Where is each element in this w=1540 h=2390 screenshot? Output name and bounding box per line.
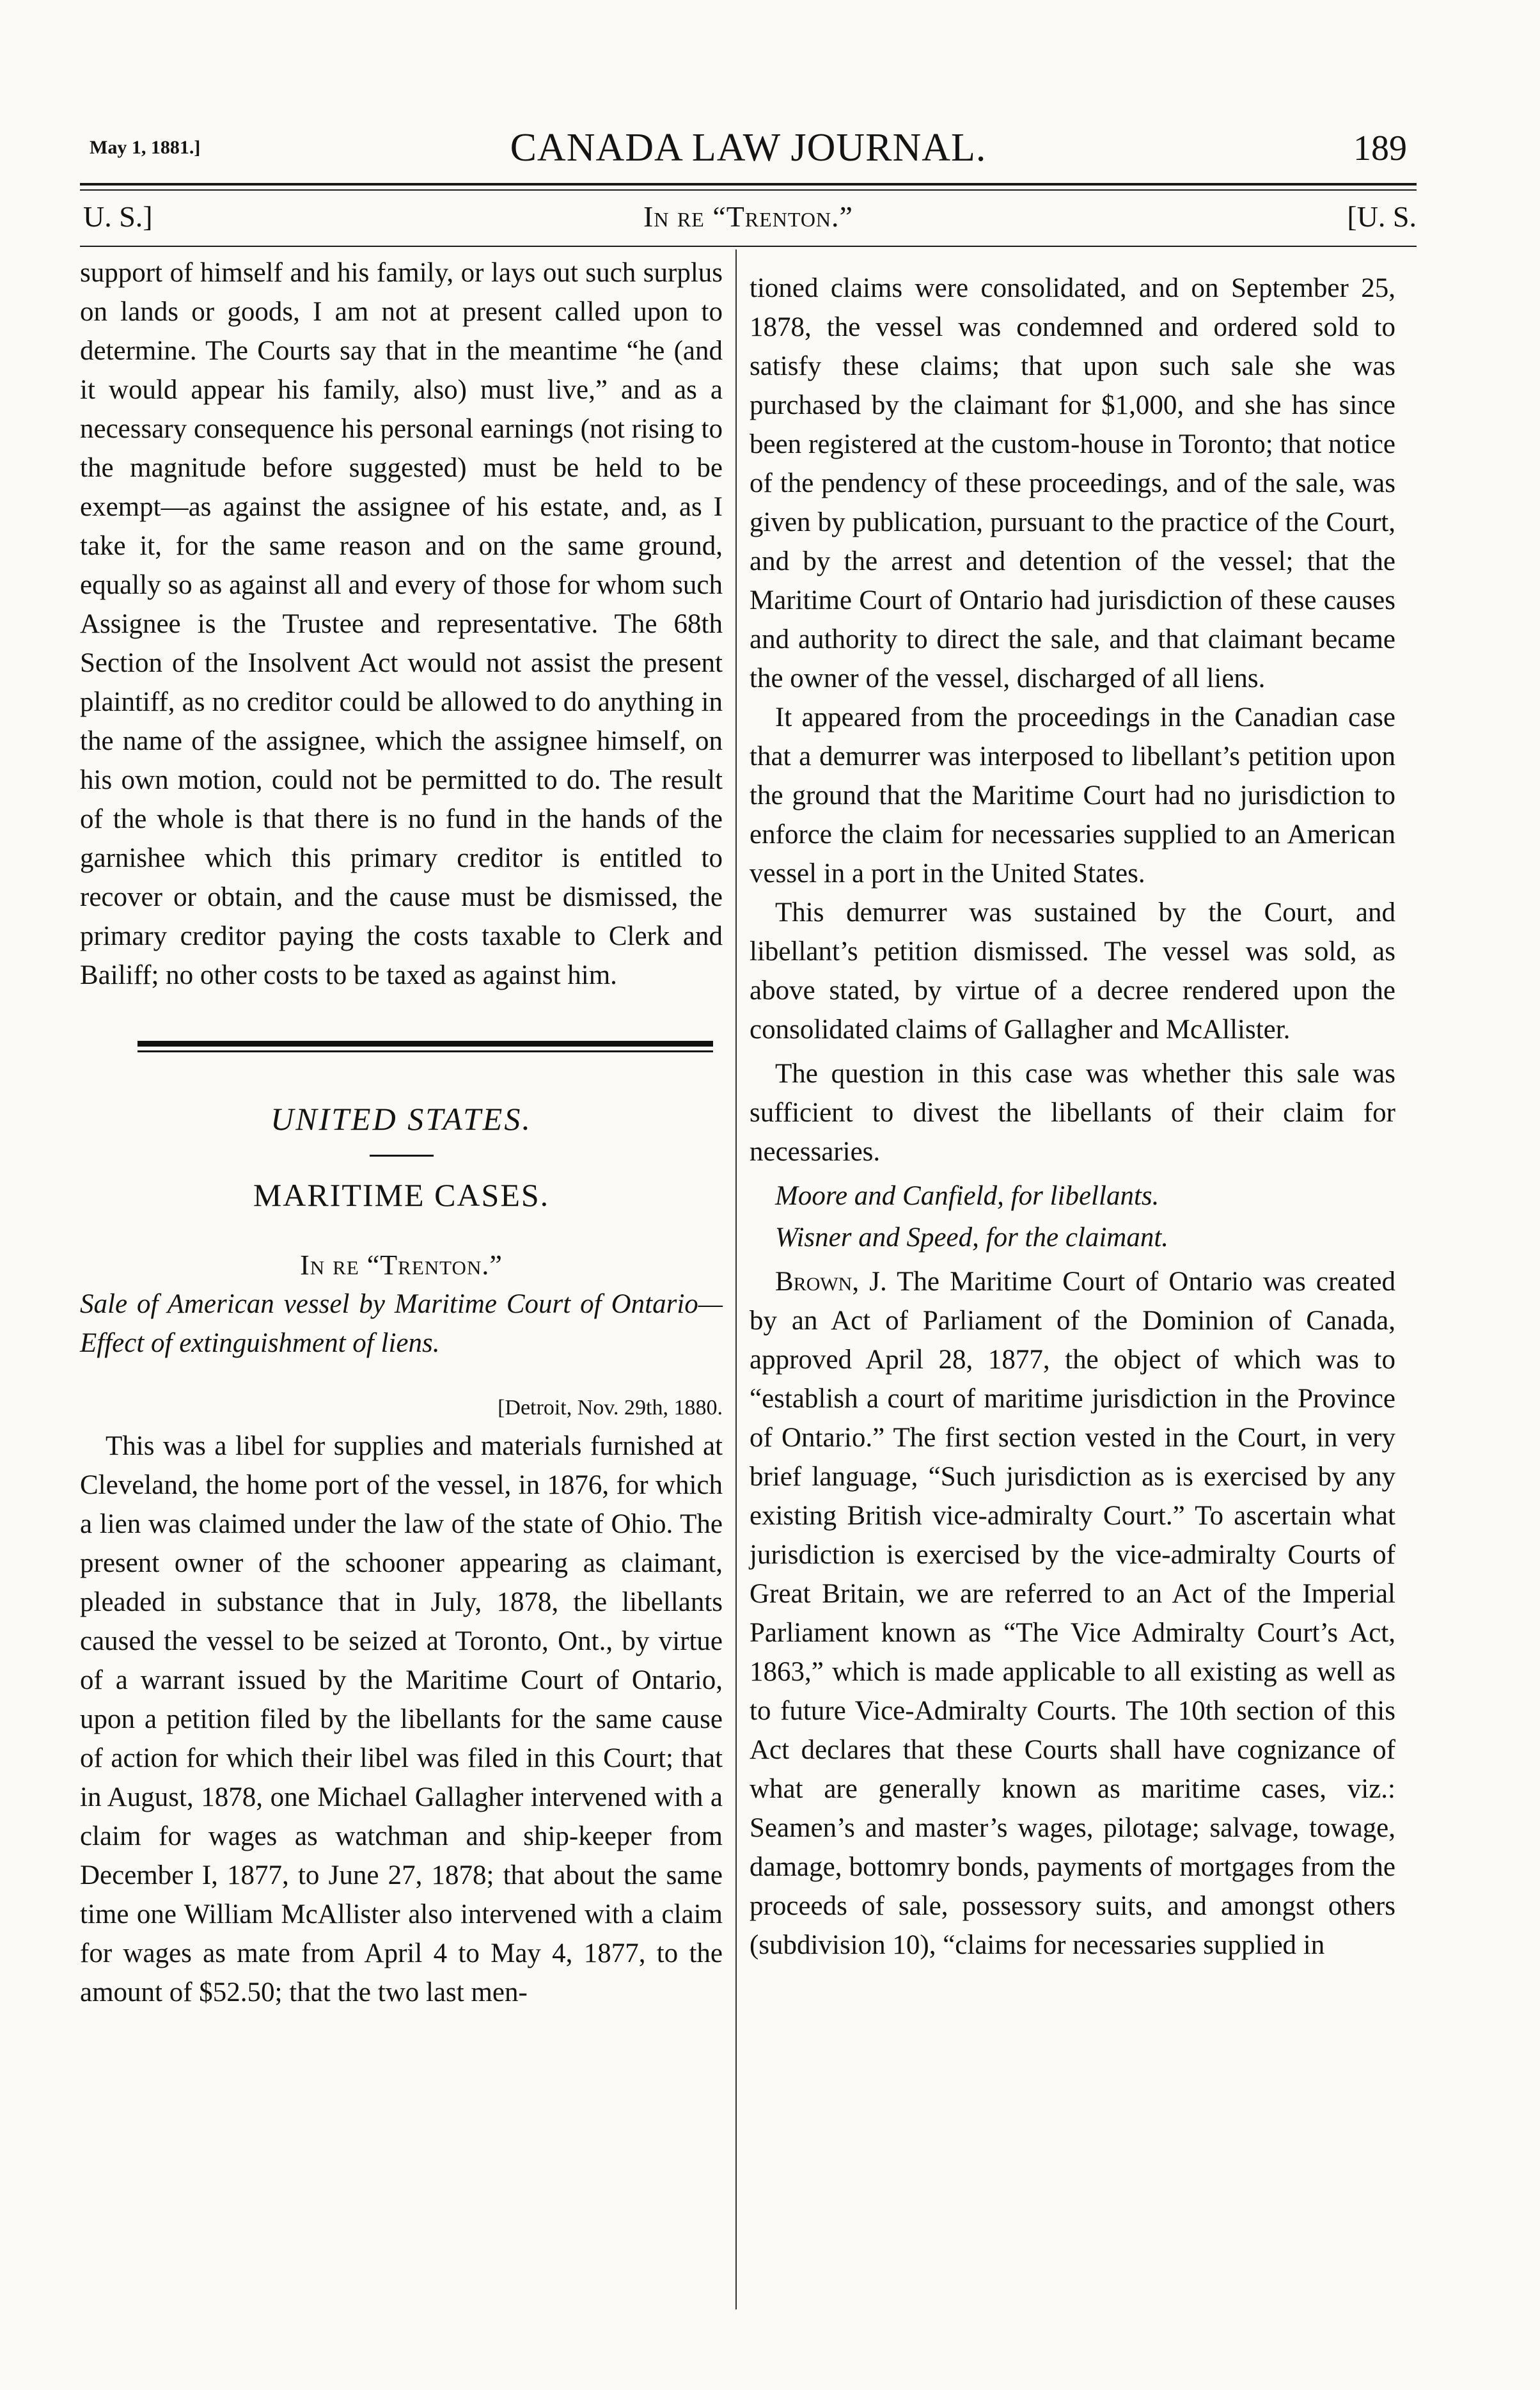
running-head — [90, 125, 1407, 177]
subhead-rule — [80, 246, 1417, 247]
section-divider — [80, 1041, 723, 1054]
case-subhead — [80, 200, 1417, 238]
journal-title: CANADA LAW JOURNAL. — [510, 126, 987, 170]
left-column — [80, 253, 723, 2012]
opinion-paragraph — [750, 1262, 1395, 1965]
opinion-text: The Maritime Court of Ontario was created by an Act of Parliament of the Dominion of Canada, approved April 28, 1877, the object of which was to “establish a court of maritime jurisdiction in the Province of Ontario.” The first section vested in the Court, in very brief language, “Such jurisdiction as is exercised by any existing British vice-admiralty Court.” To ascertain what jurisdiction is exercised by the vice-admiralty Courts of Great Britain, we are referred to an Act of the Imperial Parliament known as “The Vice Admiralty Court’s Act, 1863,” which is made applicable to all existing as well as to future Vice-Admiralty Courts. The 10th section of this Act declares that these Courts shall have cognizance of what are generally known as maritime cases, viz.: Seamen’s and master’s wages, pilotage; salvage, towage, damage, bottomry bonds, payments of mortgages from the proceeds of sale, possessory suits, and amongst others (subdivision 10), “claims for necessaries supplied in — [750, 1267, 1395, 1960]
right-paragraph-3: This demurrer was sustained by the Court, and libellant’s petition dismissed. The vessel was sold, as above stated, by virtue of a decree rendered upon the consolidated claims of Gallagher and McAllister. — [750, 898, 1395, 1045]
case-category: MARITIME CASES. — [253, 1177, 550, 1213]
judge-name: Brown, J. — [775, 1267, 887, 1297]
case-statement-paragraph: This was a libel for supplies and materials furnished at Cleveland, the home port of the vessel, in 1876, for which a lien was claimed under the law of the state of Ohio. The present owner of the schooner appearing as claimant, pleaded in substance that in July, 1878, the libellants caused the vessel to be seized at Toronto, Ont., by virtue of a warrant issued by the Maritime Court of Ontario, upon a petition filed by the libellants for the same cause of action for which their libel was filed in this Court; that in August, 1878, one Michael Gallagher intervened with a claim for wages as watchman and ship-keeper from December I, 1877, to June 27, 1878; that about the same time one William McAllister also intervened with a claim for wages as mate from April 4 to May 4, 1877, to the amount of $52.50; that the two last men- — [80, 1431, 723, 2007]
continued-judgment-paragraph: support of himself and his family, or lays out such surplus on lands or goods, I am not at present called upon to determine. The Courts say that in the meantime “he (and it would appear his family, also) must live,” and as a necessary consequence his personal earnings (not rising to the magnitude before suggested) must be held to be exempt—as against the assignee of his estate, and, as I take it, for the same reason and on the same ground, equally so as against all and every of those for whom such Assignee is the Trustee and representative. The 68th Section of the Insolvent Act would not assist the present plaintiff, as no creditor could be allowed to do anything in the name of the assignee, which the assignee himself, on his own motion, could not be permitted to do. The result of the whole is that there is no fund in the hands of the garnishee which this primary creditor is entitled to recover or obtain, and the cause must be dismissed, the primary creditor paying the costs taxable to Clerk and Bailiff; no other costs to be taxed as against him. — [80, 258, 723, 990]
header-rule — [80, 183, 1417, 186]
right-paragraph-1: tioned claims were consolidated, and on September 25, 1878, the vessel was condemned and ordered sold to satisfy these claims; that upon such sale she was purchased by the claimant for $1,000, and she has since been registered at the custom-house in Toronto; that notice of the pendency of these proceedings, and of the sale, was given by publication, pursuant to the practice of the Court, and by the arrest and detention of the vessel; that the Maritime Court of Ontario had jurisdiction of these causes and authority to direct the sale, and that claimant became the owner of the vessel, discharged of all liens. — [750, 273, 1395, 693]
counsel-claimant: Wisner and Speed, for the claimant. — [775, 1223, 1169, 1253]
column-divider — [735, 249, 737, 2309]
short-rule — [370, 1155, 434, 1157]
page-number: 189 — [1353, 129, 1407, 168]
headnote: Sale of American vessel by Maritime Court of Ontario—Effect of extinguishment of liens. — [80, 1289, 723, 1358]
counsel-libellants: Moore and Canfield, for libellants. — [775, 1181, 1159, 1211]
dateline: [Detroit, Nov. 29th, 1880. — [498, 1396, 723, 1420]
jurisdiction-left: U. S.] — [83, 200, 153, 233]
issue-date: May 1, 1881.] — [90, 137, 201, 158]
case-running-title: In re “Trenton.” — [643, 200, 853, 233]
header-rule-thin — [80, 189, 1417, 191]
right-paragraph-4: The question in this case was whether this sale was sufficient to divest the libellants of their claim for necessaries. — [750, 1059, 1395, 1167]
case-name: In re “Trenton.” — [300, 1249, 503, 1281]
jurisdiction-right: [U. S. — [1347, 200, 1417, 233]
right-column — [750, 269, 1395, 1965]
right-paragraph-2: It appeared from the proceedings in the Canadian case that a demurrer was interposed to libellant’s petition upon the ground that the Maritime Court had no jurisdiction to enforce the claim for necessaries supplied to an American vessel in a port in the United States. — [750, 702, 1395, 889]
section-title: UNITED STATES. — [271, 1101, 532, 1137]
